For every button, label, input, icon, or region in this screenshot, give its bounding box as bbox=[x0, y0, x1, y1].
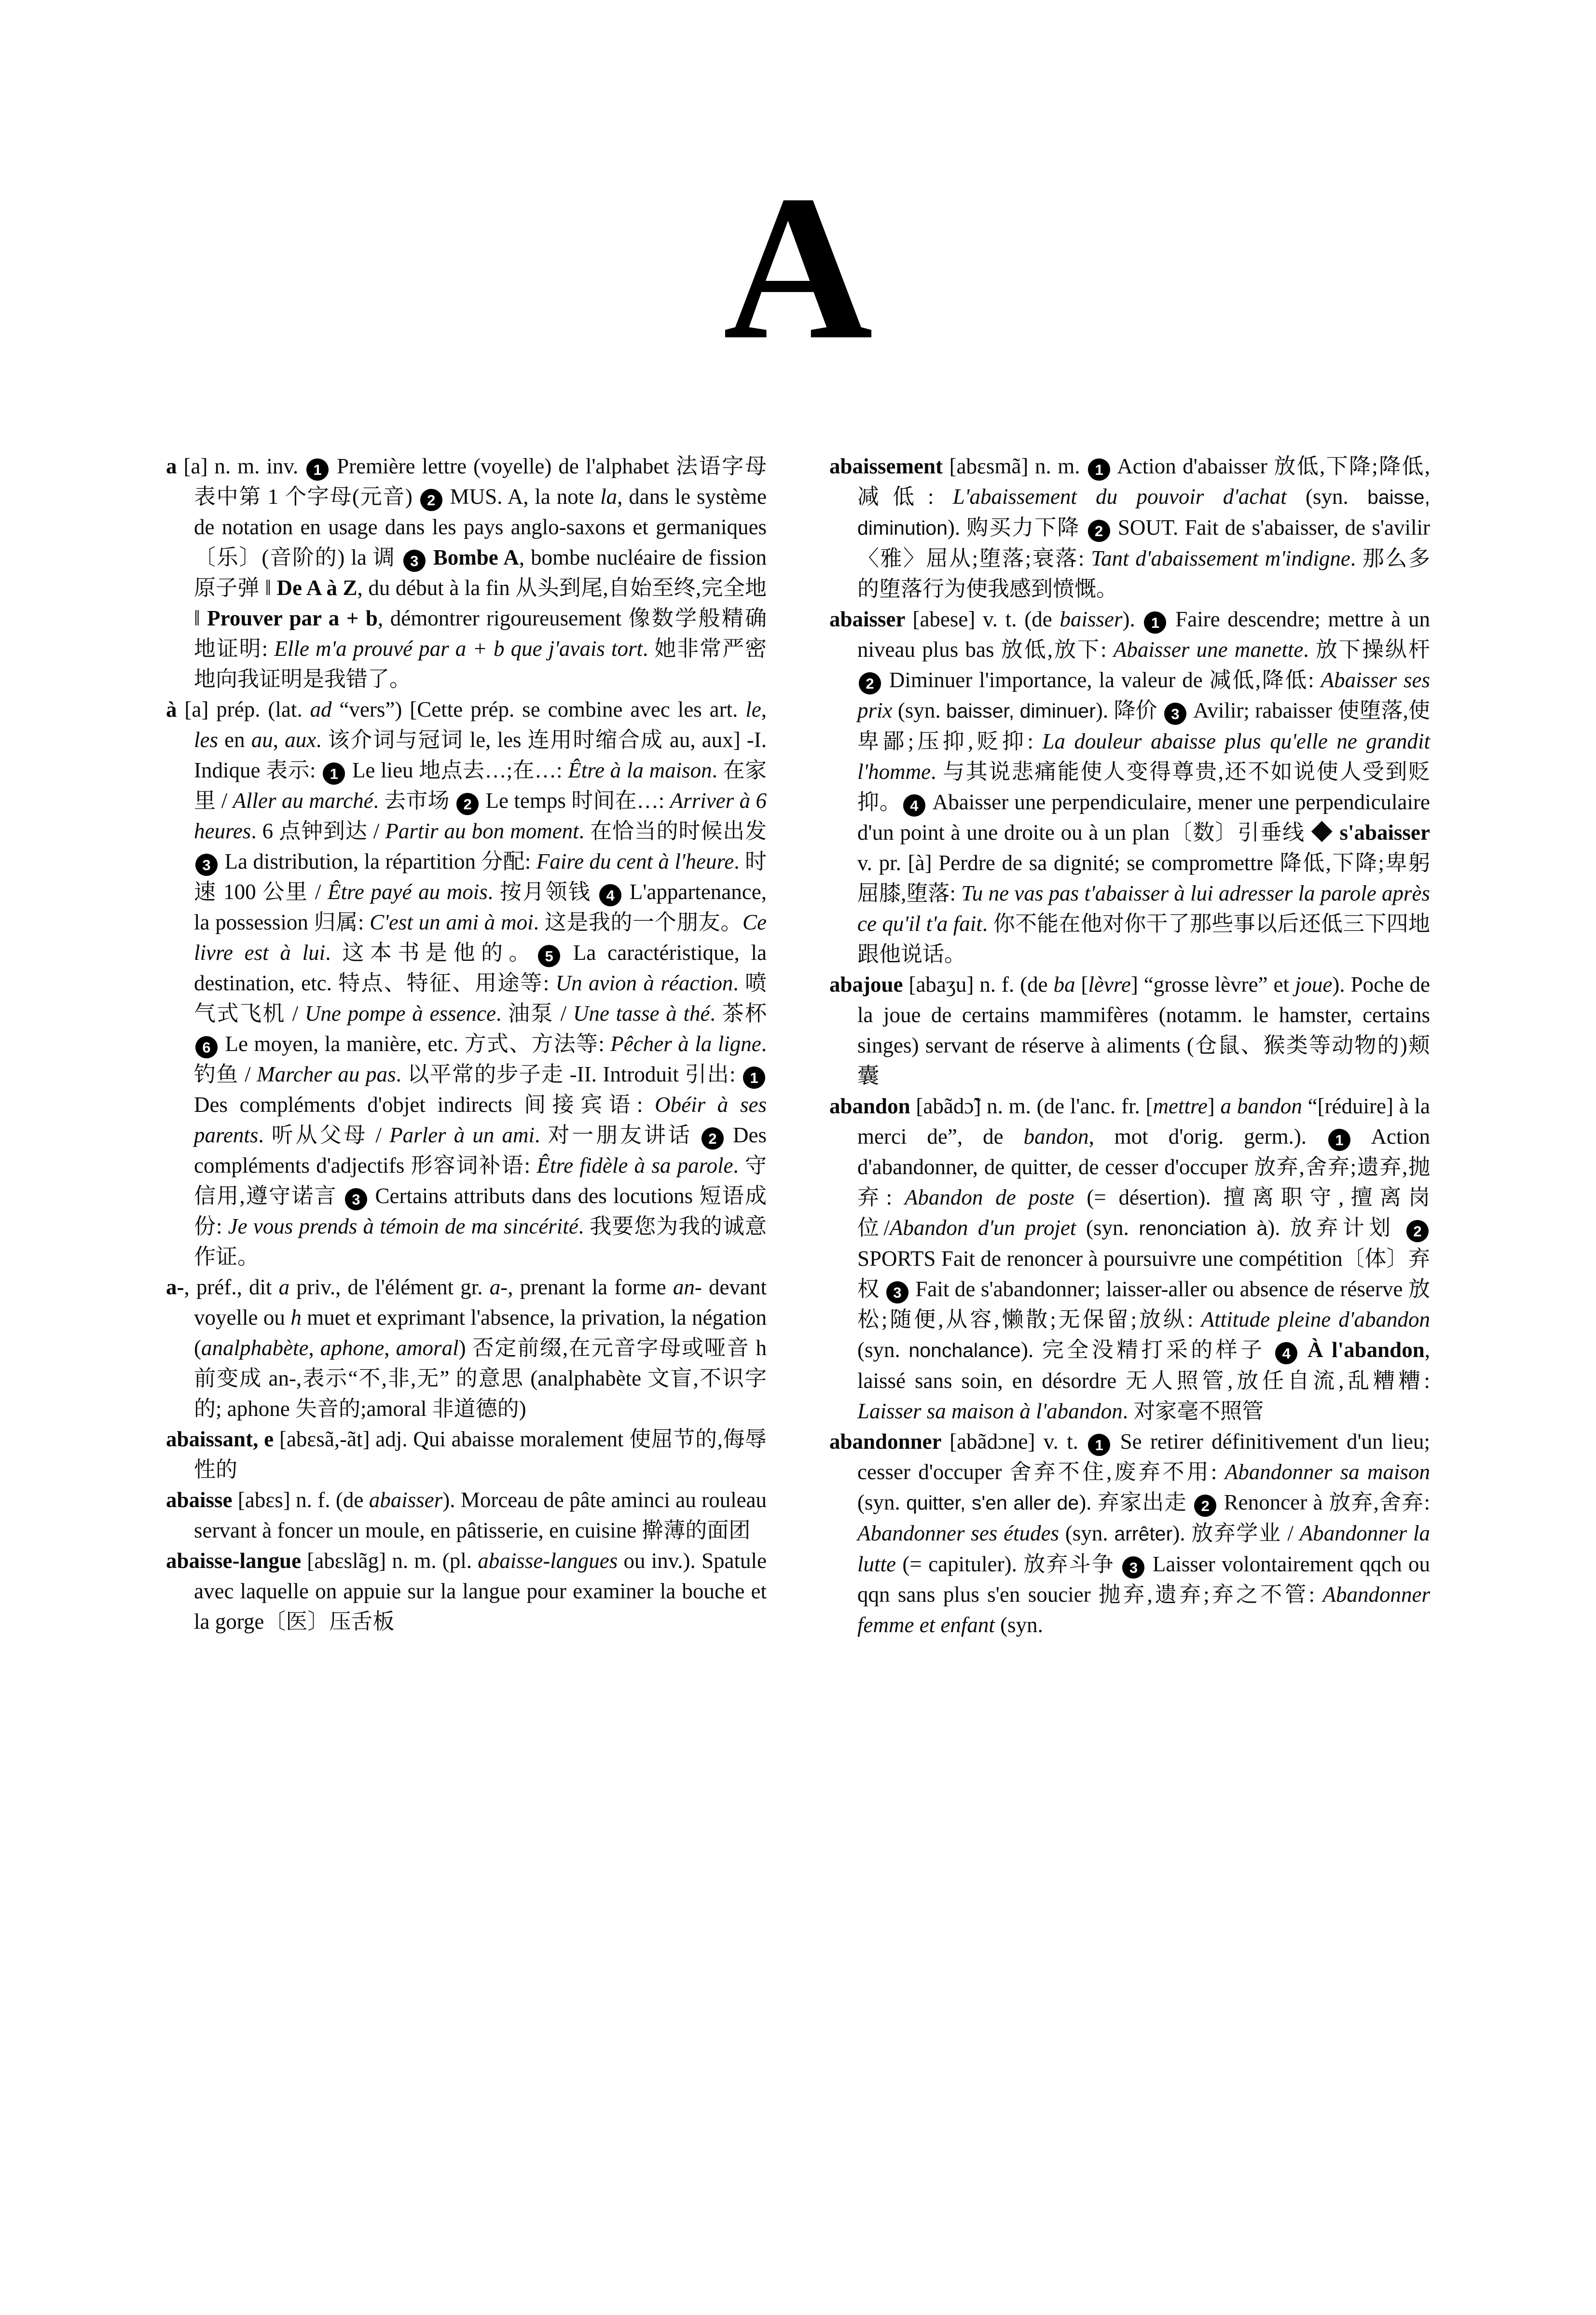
text-run: Abaisser ses prix bbox=[857, 668, 1431, 722]
text-run: . 放下操纵杆 bbox=[1303, 638, 1430, 662]
text-run: Être à la maison bbox=[568, 758, 712, 782]
text-run: Bombe A bbox=[433, 545, 519, 569]
text-run: Elle m'a prouvé par a + b que j'avais tort bbox=[274, 637, 643, 661]
text-run: (= capituler). 放弃斗争 bbox=[895, 1552, 1121, 1576]
entry-a-prefix bbox=[166, 1272, 767, 1424]
text-run: baisser, diminuer bbox=[946, 700, 1096, 722]
text-run: amoral bbox=[396, 1336, 459, 1360]
text-run: La douleur abaisse plus qu'elle ne grandit l'homme bbox=[857, 729, 1430, 784]
sense-number-badge: 4 bbox=[599, 884, 621, 906]
sense-number-badge: 2 bbox=[1088, 520, 1110, 542]
text-run: . 按月领钱 bbox=[487, 880, 598, 904]
text-run: Première lettre (voyelle) de l'alphabet 法语字母表中第 1 个字母(元音) bbox=[194, 454, 767, 509]
sense-number-badge: 1 bbox=[743, 1067, 765, 1089]
text-run: . 你不能在他对你干了那些事以后还低三下四地跟他说话。 bbox=[857, 912, 1430, 966]
text-run: SPORTS Fait de renoncer à poursuivre une compétition〔体〕弃权 bbox=[857, 1247, 1430, 1301]
text-run: Un avion à réaction bbox=[555, 971, 733, 995]
text-run: (syn. bbox=[857, 1490, 907, 1514]
entry-abaisser bbox=[829, 604, 1430, 970]
text-run: (syn. bbox=[892, 698, 946, 722]
text-run: [abaʒu] n. f. (de bbox=[908, 972, 1054, 997]
sense-number-badge: 1 bbox=[323, 762, 345, 785]
text-run: ). 完全没精打采的样子 bbox=[1020, 1338, 1274, 1362]
text-run: abaissement bbox=[829, 454, 949, 478]
text-run bbox=[427, 545, 433, 569]
text-run: Ce livre est à lui bbox=[194, 910, 767, 965]
text-run: Certains attributs dans des locutions 短语成份: bbox=[194, 1184, 767, 1238]
text-run: les bbox=[194, 728, 218, 752]
text-run: a- bbox=[166, 1275, 184, 1299]
text-run: , démontrer rigoureusement 像数学般精确地证明: bbox=[194, 606, 767, 661]
text-run: an- bbox=[673, 1275, 702, 1299]
text-run: baisse, diminution bbox=[857, 486, 1430, 539]
text-run: abaissant, e bbox=[166, 1427, 279, 1451]
text-run: Parler à un ami bbox=[389, 1123, 535, 1147]
text-run: ). 弃家出走 bbox=[1079, 1490, 1193, 1514]
text-run: , dans le système de notation en usage dans les pays anglo-saxons et germaniques 〔乐〕(音阶的) la 调 bbox=[194, 485, 767, 569]
text-run: . 时速 100 公里 / bbox=[194, 849, 767, 904]
text-run: [abãdɔ̃] n. m. (de l'anc. fr. [ bbox=[916, 1094, 1153, 1118]
text-run: (syn. bbox=[857, 1338, 909, 1362]
text-run: . 对一朋友讲话 bbox=[534, 1123, 700, 1147]
text-run: . 这本书是他的。 bbox=[325, 941, 537, 965]
text-run: Faire descendre; mettre à un niveau plus bas 放低,放下: bbox=[857, 607, 1431, 662]
text-run: ). bbox=[1122, 607, 1143, 631]
sense-number-badge: 3 bbox=[886, 1281, 908, 1303]
text-run: , mot d'orig. germ.). bbox=[1088, 1124, 1327, 1149]
text-run: Pêcher à la ligne bbox=[610, 1032, 761, 1056]
text-run: ). 购买力下降 bbox=[947, 515, 1087, 540]
sense-number-badge: 3 bbox=[345, 1188, 367, 1210]
text-run: Action d'abaisser 放低,下降;降低,减低: bbox=[857, 454, 1430, 509]
text-run: , du début à la fin 从头到尾,自始至终,完全地 ‖ bbox=[194, 576, 767, 630]
text-run: quitter, s'en aller de bbox=[906, 1492, 1079, 1514]
entry-abajoue bbox=[829, 970, 1430, 1091]
text-run: [a] n. m. inv. bbox=[183, 454, 305, 478]
text-run: analphabète bbox=[201, 1336, 309, 1360]
text-run: au bbox=[251, 728, 273, 752]
text-run: abaisser bbox=[829, 607, 913, 631]
text-run: Action d'abandonner, de quitter, de cesser d'occuper 放弃,舍弃;遗弃,抛弃: bbox=[857, 1124, 1431, 1209]
text-run: La distribution, la répartition 分配: bbox=[219, 849, 537, 873]
sense-number-badge: 1 bbox=[1144, 611, 1166, 634]
text-run: Abandonner sa maison bbox=[1225, 1460, 1430, 1484]
text-run bbox=[1299, 1338, 1307, 1362]
text-run: Attitude pleine d'abandon bbox=[1201, 1307, 1431, 1331]
text-run: . 与其说悲痛能使人变得尊贵,还不如说使人受到贬抑。 bbox=[857, 760, 1430, 814]
text-run: Marcher au pas bbox=[257, 1062, 396, 1086]
text-run: bandon bbox=[1023, 1124, 1089, 1149]
sense-number-badge: 2 bbox=[456, 793, 479, 815]
text-run: L'abaissement du pouvoir d'achat bbox=[952, 485, 1287, 509]
text-columns bbox=[0, 451, 1596, 1640]
text-run: ad bbox=[310, 697, 332, 721]
text-run: Se retirer définitivement d'un lieu; cesser d'occuper 舍弃不住,废弃不用: bbox=[857, 1429, 1430, 1484]
text-run: , préf., dit bbox=[184, 1275, 279, 1299]
text-run: le bbox=[745, 697, 761, 721]
text-run: . 去市场 bbox=[373, 789, 455, 813]
text-run: Renoncer à 放弃,舍弃: bbox=[1218, 1490, 1431, 1514]
text-run: abaisse-langue bbox=[166, 1549, 307, 1573]
text-run: (syn. bbox=[1076, 1216, 1139, 1240]
sense-number-badge: 1 bbox=[1088, 1434, 1110, 1456]
text-run: Abandon d'un projet bbox=[889, 1216, 1076, 1240]
text-run: Tant d'abaissement m'indigne bbox=[1091, 546, 1350, 570]
text-run: , bbox=[761, 697, 767, 721]
text-run: aphone bbox=[320, 1336, 385, 1360]
text-run: ba bbox=[1053, 972, 1075, 997]
entry-abaisse bbox=[166, 1485, 767, 1546]
text-run: ] bbox=[1207, 1094, 1221, 1118]
text-run: ] “grosse lèvre” et bbox=[1130, 972, 1295, 997]
sense-number-badge: 2 bbox=[859, 672, 881, 694]
entry-abaissant bbox=[166, 1424, 767, 1485]
text-run: . 喷气式飞机 / bbox=[194, 971, 767, 1026]
sense-number-badge: 2 bbox=[1406, 1220, 1429, 1242]
text-run: Faire du cent à l'heure bbox=[536, 849, 734, 873]
text-run: [abɛs] n. f. (de bbox=[237, 1488, 369, 1512]
sense-number-badge: 3 bbox=[1122, 1556, 1144, 1579]
text-run: De A à Z bbox=[276, 576, 358, 600]
sense-number-badge: 4 bbox=[903, 794, 925, 817]
text-run: abandon bbox=[829, 1094, 916, 1118]
entry-abandon bbox=[829, 1091, 1430, 1427]
text-run: . 该介词与冠词 le, les 连用时缩合成 au, aux] -I. Indique 表示: bbox=[194, 728, 767, 782]
right-column bbox=[829, 451, 1430, 1640]
sense-number-badge: 6 bbox=[195, 1036, 218, 1058]
text-run: (syn. bbox=[1286, 485, 1368, 509]
text-run: “[réduire] à la merci de”, de bbox=[857, 1094, 1431, 1149]
entry-abaisse-langue bbox=[166, 1546, 767, 1637]
text-run: Abaisser une manette bbox=[1113, 638, 1304, 662]
text-run: Être payé au mois bbox=[328, 880, 488, 904]
text-run: Le lieu 地点去…;在…: bbox=[346, 758, 568, 782]
text-run: . 守信用,遵守诺言 bbox=[194, 1153, 767, 1208]
text-run: Fait de s'abandonner; laisser-aller ou absence de réserve 放松;随便,从容,懒散;无保留;放纵: bbox=[857, 1277, 1430, 1331]
sense-number-badge: 1 bbox=[1328, 1129, 1350, 1151]
text-run: ). 降价 bbox=[1095, 698, 1163, 722]
text-run: Laisser volontairement qqch ou qqn sans plus s'en soucier 抛弃,遗弃;弃之不管: bbox=[857, 1552, 1430, 1607]
sense-number-badge: 5 bbox=[538, 945, 560, 967]
text-run: SOUT. Fait de s'abaisser, de s'avilir〈雅〉屈从;堕落;衰落: bbox=[857, 515, 1430, 570]
text-run: nonchalance bbox=[908, 1339, 1021, 1361]
text-run: [ bbox=[1075, 972, 1088, 997]
entry-a-grave bbox=[166, 694, 767, 1272]
text-run: ) 否定前缀,在元音字母或哑音 h 前变成 an-,表示“不,非,无” 的意思 (analphabète 文盲,不识字的; aphone 失音的;amoral 非道德的) bbox=[194, 1336, 767, 1421]
sense-number-badge: 2 bbox=[1194, 1495, 1216, 1517]
text-run: Diminuer l'importance, la valeur de 减低,降低: bbox=[882, 668, 1321, 692]
text-run: lèvre bbox=[1088, 972, 1131, 997]
text-run: [abɛsmã] n. m. bbox=[949, 454, 1087, 478]
text-run: devant voyelle ou bbox=[194, 1275, 767, 1330]
text-run: mettre bbox=[1153, 1094, 1208, 1118]
text-run: abaisse-langues bbox=[478, 1549, 618, 1573]
text-run: . 对家毫不照管 bbox=[1122, 1399, 1264, 1423]
text-run: . 钓鱼 / bbox=[194, 1032, 767, 1086]
text-run: a bbox=[166, 454, 184, 478]
text-run: muet et exprimant l'absence, la privation, la négation ( bbox=[194, 1305, 767, 1360]
text-run: . 听从父母 / bbox=[258, 1123, 390, 1147]
text-run: ). 放弃计划 bbox=[1267, 1216, 1405, 1240]
text-run: Le temps 时间在…: bbox=[480, 789, 670, 813]
text-run: (= désertion). 擅离职守,擅离岗位/ bbox=[857, 1185, 1430, 1240]
text-run: h bbox=[290, 1305, 302, 1330]
text-run: abandonner bbox=[829, 1429, 950, 1454]
text-run: renonciation à bbox=[1139, 1217, 1268, 1239]
text-run: [a] prép. (lat. bbox=[184, 697, 310, 721]
text-run: , bbox=[273, 728, 285, 752]
text-run: en bbox=[218, 728, 251, 752]
text-run: . 茶杯 bbox=[710, 1001, 767, 1026]
text-run: s'abaisser bbox=[1339, 820, 1430, 845]
text-run: “vers”) [Cette prép. se combine avec les art. bbox=[331, 697, 746, 721]
text-run: Abaisser une perpendiculaire, mener une perpendiculaire d'un point à une droite ou à un plan〔数〕引垂线 ◆ bbox=[857, 790, 1430, 845]
text-run: [abɛsã,-ãt] adj. Qui abaisse moralement 使屈节的,侮辱性的 bbox=[194, 1427, 767, 1482]
text-run: Je vous prends à témoin de ma sincérité bbox=[228, 1214, 578, 1238]
text-run: . 以平常的步子走 -II. Introduit 引出: bbox=[396, 1062, 742, 1086]
text-run: . 油泵 / bbox=[495, 1001, 573, 1026]
text-run: . 那么多的堕落行为使我感到愤慨。 bbox=[857, 546, 1430, 601]
text-run: Une tasse à thé bbox=[573, 1001, 710, 1026]
text-run: À l'abandon bbox=[1307, 1338, 1425, 1362]
text-run: . 我要您为我的诚意作证。 bbox=[194, 1214, 767, 1269]
text-run: (syn. bbox=[1059, 1521, 1114, 1545]
text-run: . 在恰当的时候出发 bbox=[578, 819, 767, 843]
text-run: à bbox=[166, 697, 185, 721]
text-run: baisser bbox=[1059, 607, 1123, 631]
sense-number-badge: 3 bbox=[1164, 703, 1186, 725]
text-run: , bbox=[308, 1336, 320, 1360]
text-run: arrêter bbox=[1114, 1523, 1173, 1545]
sense-number-badge: 2 bbox=[420, 489, 442, 511]
text-run: a- bbox=[489, 1275, 508, 1299]
text-run: v. pr. [à] Perdre de sa dignité; se compromettre 降低,下降;卑躬屈膝,堕落: bbox=[857, 851, 1430, 905]
left-column bbox=[166, 451, 767, 1640]
text-run: Le moyen, la manière, etc. 方式、方法等: bbox=[219, 1032, 611, 1056]
text-run: abaisse bbox=[166, 1488, 238, 1512]
sense-number-badge: 2 bbox=[702, 1127, 724, 1150]
text-run: [abɛslãg] n. m. (pl. bbox=[307, 1549, 478, 1573]
sense-number-badge: 4 bbox=[1275, 1342, 1297, 1364]
text-run: Abandonner ses études bbox=[857, 1521, 1059, 1545]
entry-abaissement bbox=[829, 451, 1430, 604]
text-run: Être fidèle à sa parole bbox=[537, 1153, 733, 1178]
text-run: ). Morceau de pâte aminci au rouleau servant à foncer un moule, en pâtisserie, en cuisine 擀薄的面团 bbox=[194, 1488, 767, 1542]
sense-number-badge: 1 bbox=[306, 458, 329, 481]
text-run: a bbox=[278, 1275, 290, 1299]
text-run: . 这是我的一个朋友。 bbox=[533, 910, 743, 934]
text-run: , bbox=[384, 1336, 396, 1360]
text-run: priv., de l'élément gr. bbox=[289, 1275, 490, 1299]
text-run: Arriver à 6 heures bbox=[194, 789, 767, 843]
text-run: [abese] v. t. (de bbox=[912, 607, 1060, 631]
text-run: abaisser bbox=[369, 1488, 443, 1512]
text-run: , bombe nucléaire de fission 原子弹 ‖ bbox=[194, 545, 767, 600]
text-run: Tu ne vas pas t'abaisser à lui adresser la parole après ce qu'il t'a fait bbox=[857, 881, 1430, 936]
text-run: aux bbox=[285, 728, 316, 752]
text-run: abajoue bbox=[829, 972, 909, 997]
text-run: Des compléments d'objet indirects 间接宾语: bbox=[194, 1093, 655, 1117]
text-run: , laissé sans soin, en désordre 无人照管,放任自流,乱糟糟: bbox=[857, 1338, 1430, 1393]
section-letter-heading: A bbox=[723, 153, 873, 383]
text-run: Une pompe à essence bbox=[304, 1001, 496, 1026]
text-run: Abandon de poste bbox=[904, 1185, 1074, 1209]
entry-a bbox=[166, 451, 767, 694]
text-run: C'est un ami à moi bbox=[370, 910, 534, 934]
text-run: , prenant la forme bbox=[508, 1275, 673, 1299]
sense-number-badge: 3 bbox=[403, 550, 426, 572]
text-run: Laisser sa maison à l'abandon bbox=[857, 1399, 1123, 1423]
text-run: Partir au bon moment bbox=[385, 819, 579, 843]
text-run: La caractéristique, la destination, etc. 特点、特征、用途等: bbox=[194, 941, 767, 995]
text-run: . 她非常严密地向我证明是我错了。 bbox=[194, 637, 767, 691]
text-run: MUS. A, la note bbox=[443, 485, 601, 509]
entry-abandonner bbox=[829, 1427, 1430, 1640]
text-run: Des compléments d'adjectifs 形容词补语: bbox=[194, 1123, 767, 1178]
text-run: . 在家里 / bbox=[194, 758, 767, 813]
text-run: ). Poche de la joue de certains mammifères (notamm. le hamster, certains singes) servant de réserve à aliments (仓鼠、猴类等动物的)颊囊 bbox=[857, 972, 1430, 1088]
text-run: joue bbox=[1294, 972, 1333, 997]
text-run: L'appartenance, la possession 归属: bbox=[194, 880, 767, 934]
text-run: ou inv.). Spatule avec laquelle on appuie sur la langue pour examiner la bouche et la gorge〔医〕压舌板 bbox=[194, 1549, 767, 1634]
sense-number-badge: 1 bbox=[1088, 458, 1110, 481]
text-run: . 6 点钟到达 / bbox=[251, 819, 385, 843]
text-run: Obéir à ses parents bbox=[194, 1093, 767, 1147]
text-run: Prouver par a + b bbox=[207, 606, 378, 630]
text-run: Abandonner la lutte bbox=[857, 1521, 1430, 1576]
text-run: Avilir; rabaisser 使堕落,使卑鄙;压抑,贬抑: bbox=[857, 698, 1430, 753]
text-run: la bbox=[600, 485, 618, 509]
sense-number-badge: 3 bbox=[195, 854, 218, 876]
text-run: Abandonner femme et enfant bbox=[857, 1582, 1430, 1637]
text-run: ). 放弃学业 / bbox=[1172, 1521, 1300, 1545]
text-run: [abãdɔne] v. t. bbox=[949, 1429, 1087, 1454]
text-run: (syn. bbox=[994, 1613, 1043, 1637]
text-run: Aller au marché bbox=[233, 789, 373, 813]
text-run: a bandon bbox=[1220, 1094, 1302, 1118]
